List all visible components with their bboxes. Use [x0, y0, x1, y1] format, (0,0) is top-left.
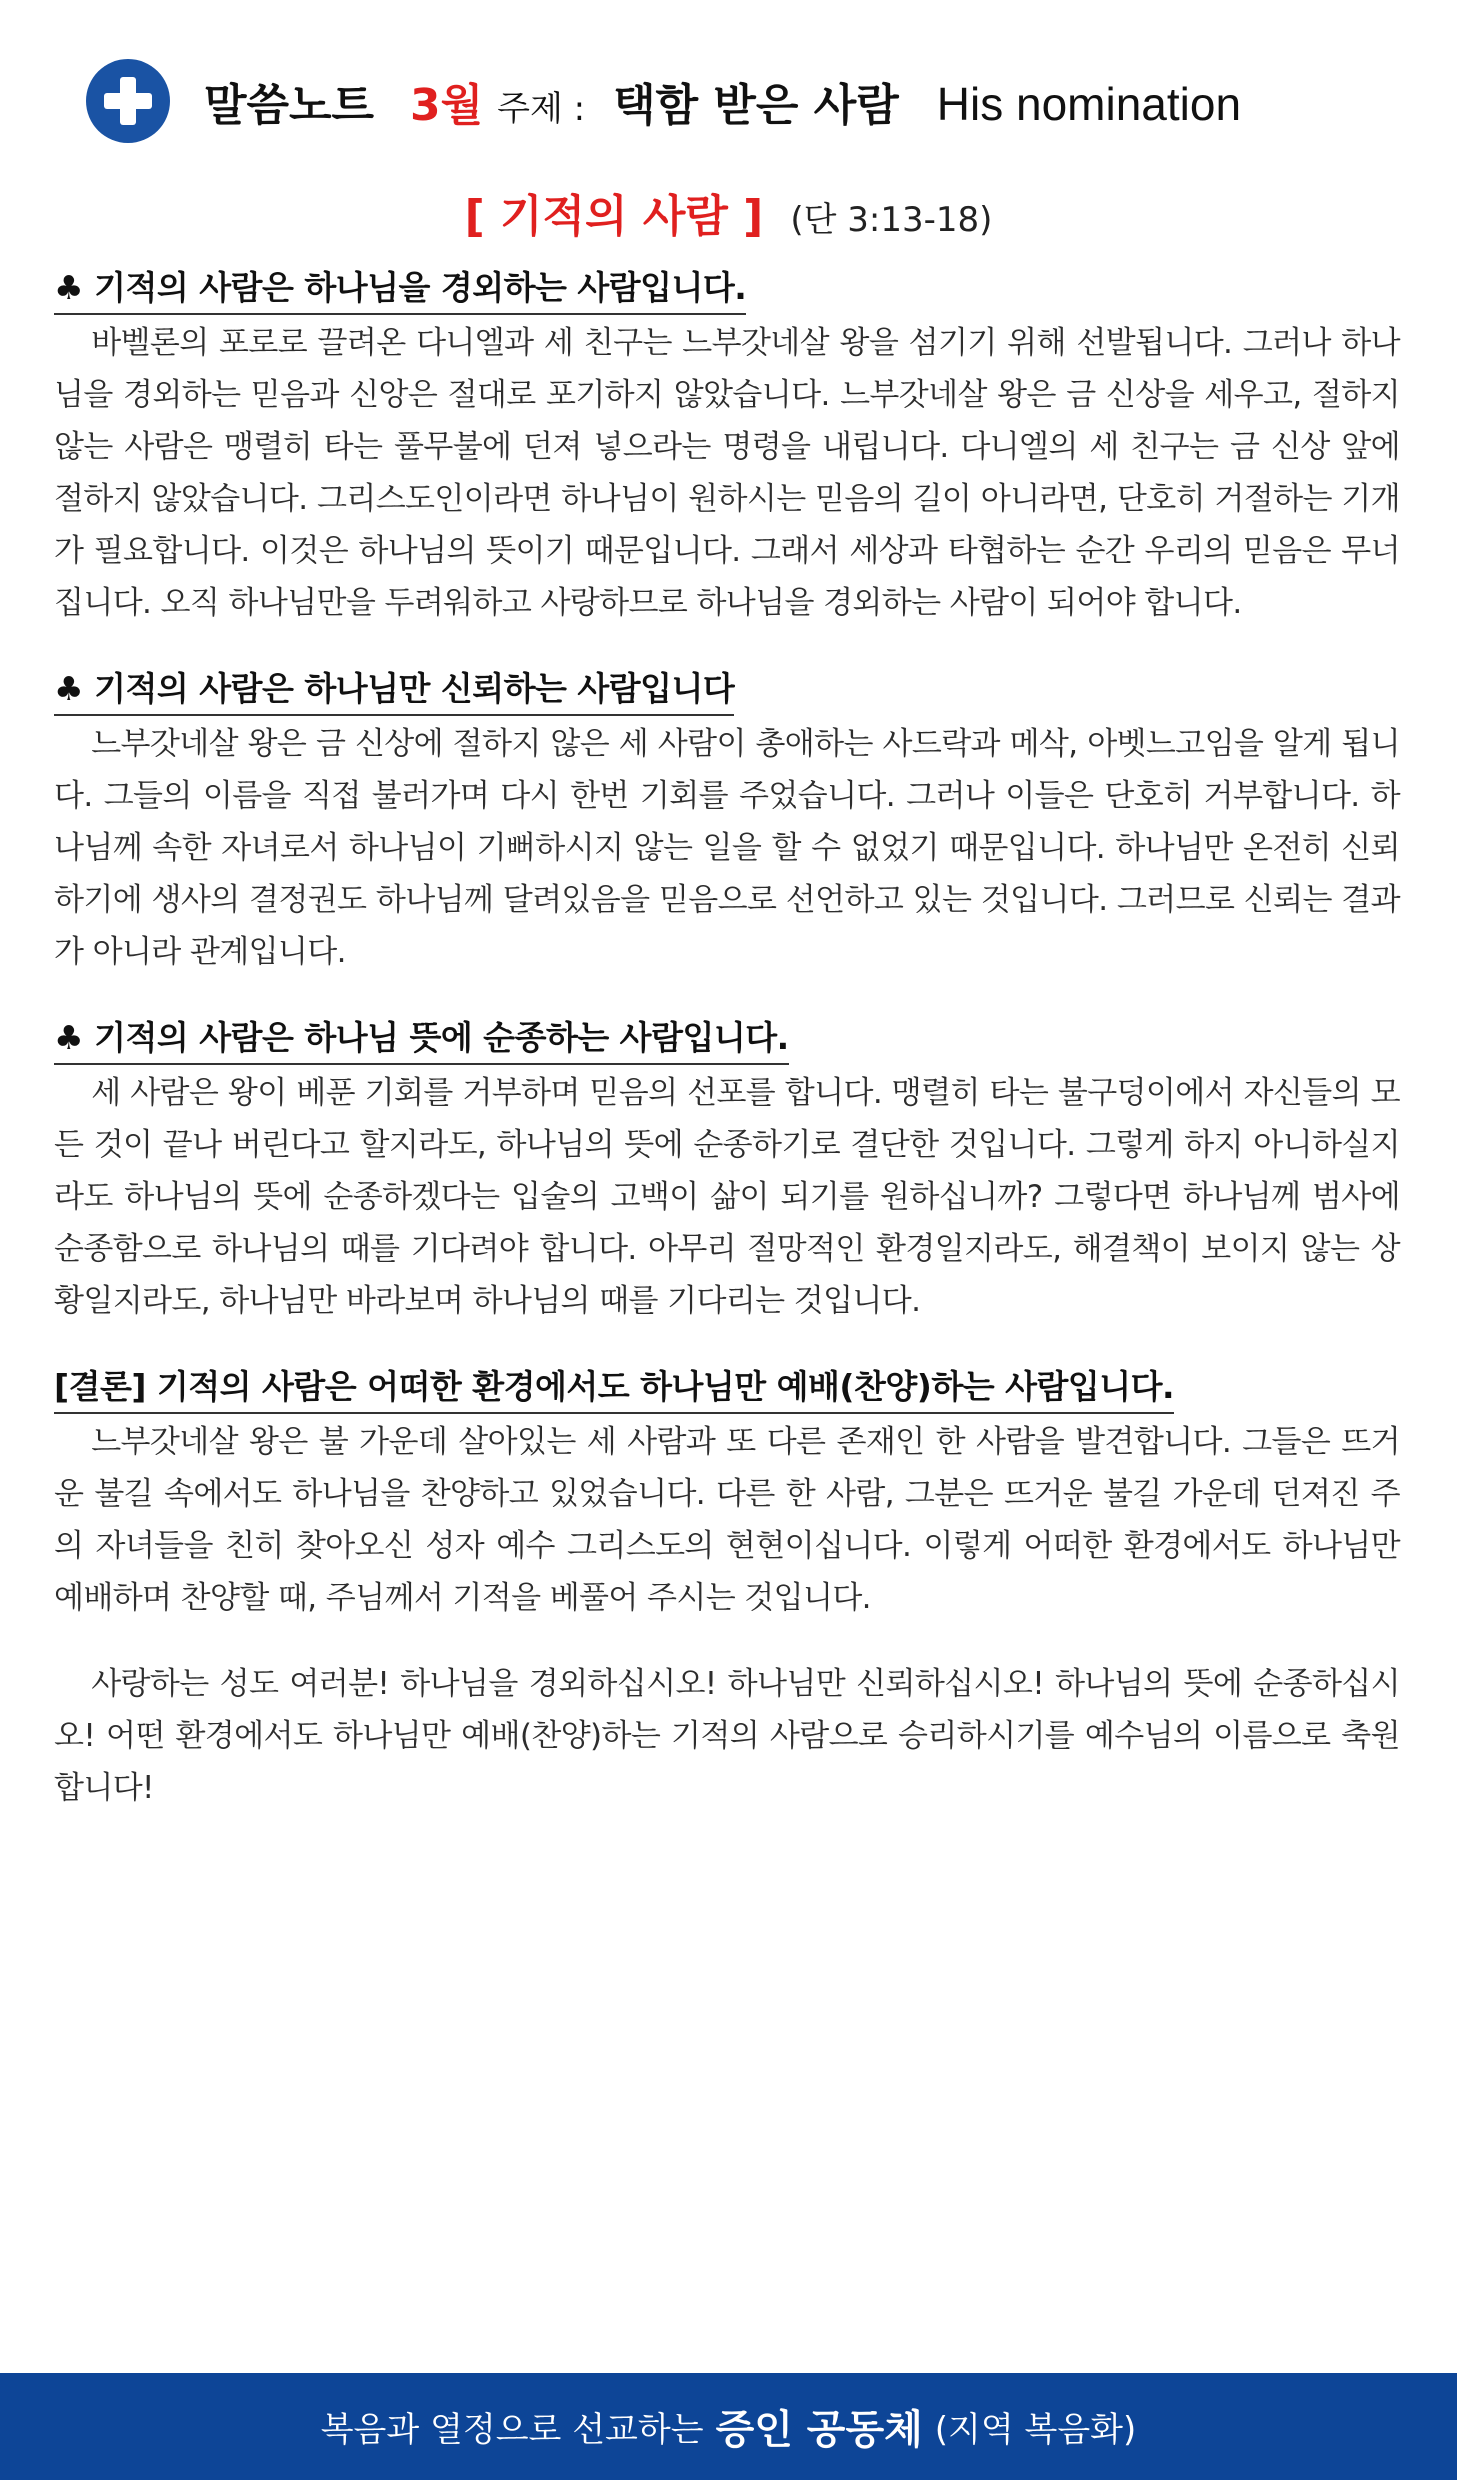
sermon-title-row [0, 180, 1457, 244]
topic-label: 주제 : [497, 89, 586, 129]
section-paragraph: 바벨론의 포로로 끌려온 다니엘과 세 친구는 느부갓네살 왕을 섬기기 위해 선발됩니다. 그러나 하나님을 경외하는 믿음과 신앙은 절대로 포기하지 않았습니다. 느부갓네살 왕은 금 신상을 세우고, 절하지 않는 사람은 맹렬히 타는 풀무불에 던져 넣으라는 명령을 내립니다. 다니엘의 세 친구는 금 신상 앞에 절하지 않았습니다. 그리스도인이라면 하나님이 원하시는 믿음의 길이 아니라면, 단호히 거절하는 기개가 필요합니다. 이것은 하나님의 뜻이기 때문입니다. 그래서 세상과 타협하는 순간 우리의 믿음은 무너집니다. 오직 하나님만을 두려워하고 사랑하므로 하나님을 경외하는 사람이 되어야 합니다. [54, 325, 1400, 621]
header-text [204, 69, 1241, 133]
closing-paragraph: 사랑하는 성도 여러분! 하나님을 경외하십시오! 하나님만 신뢰하십시오! 하나님의 뜻에 순종하십시오! 어떤 환경에서도 하나님만 예배(찬양)하는 기적의 사람으로 승리하시기를 예수님의 이름으로 축원합니다! [54, 1666, 1400, 1806]
section-heading: ♣ 기적의 사람은 하나님 뜻에 순종하는 사람입니다. [54, 1012, 789, 1065]
section-2 [54, 663, 1400, 978]
scripture-reference: (단 3:13-18) [790, 200, 993, 240]
footer-prefix: 복음과 열정으로 선교하는 [320, 2410, 704, 2450]
footer-community-name: 증인 공동체 [715, 2407, 923, 2453]
section-heading: [결론] 기적의 사람은 어떠한 환경에서도 하나님만 예배(찬양)하는 사람입니다. [54, 1361, 1174, 1414]
section-paragraph: 느부갓네살 왕은 불 가운데 살아있는 세 사람과 또 다른 존재인 한 사람을 발견합니다. 그들은 뜨거운 불길 속에서도 하나님을 찬양하고 있었습니다. 다른 한 사람, 그분은 뜨거운 불길 가운데 던져진 주의 자녀들을 친히 찾아오신 성자 예수 그리스도의 현현이십니다. 이렇게 어떠한 환경에서도 하나님만 예배하며 찬양할 때, 주님께서 기적을 베풀어 주시는 것입니다. [54, 1424, 1400, 1616]
footer-banner [0, 2373, 1457, 2480]
section-paragraph: 느부갓네살 왕은 금 신상에 절하지 않은 세 사람이 총애하는 사드락과 메삭, 아벳느고임을 알게 됩니다. 그들의 이름을 직접 불러가며 다시 한번 기회를 주었습니다. 그러나 이들은 단호히 거부합니다. 하나님께 속한 자녀로서 하나님이 기뻐하시지 않는 일을 할 수 없었기 때문입니다. 하나님만 온전히 신뢰하기에 생사의 결정권도 하나님께 달려있음을 믿음으로 선언하고 있는 것입니다. 그러므로 신뢰는 결과가 아니라 관계입니다. [54, 726, 1400, 970]
topic-title: 택함 받은 사람 [613, 80, 899, 131]
month-label: 3월 [410, 80, 484, 131]
section-paragraph: 세 사람은 왕이 베푼 기회를 거부하며 믿음의 선포를 합니다. 맹렬히 타는 불구덩이에서 자신들의 모든 것이 끝나 버린다고 할지라도, 하나님의 뜻에 순종하기로 결단한 것입니다. 그렇게 하지 아니하실지라도 하나님의 뜻에 순종하겠다는 입술의 고백이 삶이 되기를 원하십니까? 그렇다면 하나님께 범사에 순종함으로 하나님의 때를 기다려야 합니다. 아무리 절망적인 환경일지라도, 해결책이 보이지 않는 상황일지라도, 하나님만 바라보며 하나님의 때를 기다리는 것입니다. [54, 1075, 1400, 1319]
sermon-body [54, 262, 1400, 1814]
topic-english: His nomination [936, 78, 1242, 130]
section-conclusion [54, 1361, 1400, 1624]
sermon-title: [ 기적의 사람 ] [464, 191, 764, 242]
footer-suffix: (지역 복음화) [934, 2410, 1137, 2450]
brand-name: 말씀노트 [204, 80, 375, 131]
section-3 [54, 1012, 1400, 1327]
section-heading: ♣ 기적의 사람은 하나님을 경외하는 사람입니다. [54, 262, 746, 315]
section-heading: ♣ 기적의 사람은 하나님만 신뢰하는 사람입니다 [54, 663, 734, 716]
cross-icon [86, 59, 170, 143]
closing-section [54, 1658, 1400, 1814]
header [86, 58, 1241, 144]
section-1 [54, 262, 1400, 629]
